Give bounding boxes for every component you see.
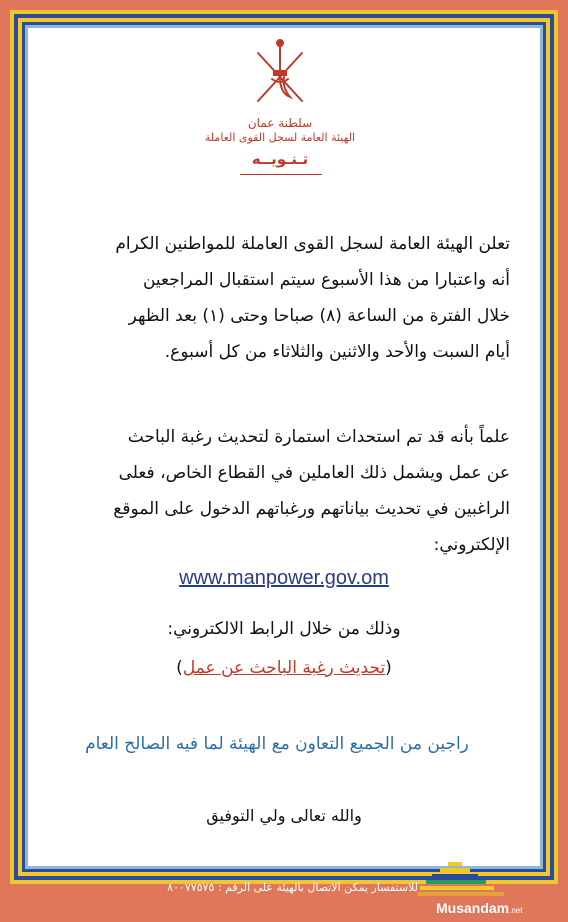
paren-open: ( <box>385 658 392 678</box>
text-line: أنه واعتبارا من هذا الأسبوع سيتم استقبال المراجعين <box>142 270 510 290</box>
text-line: خلال الفترة من الساعة (٨) صباحا وحتى (١) بعد الظهر <box>128 306 510 326</box>
paragraph-hours <box>44 226 510 370</box>
watermark-text <box>436 900 522 916</box>
musandam-logo-icon <box>418 858 538 898</box>
org-name: الهيئة العامة لسجل القوى العاملة <box>204 131 356 144</box>
text-line: الراغبين في تحديث بياناتهم ورغباتهم الدخول على الموقع <box>113 499 510 519</box>
oman-khanjar-emblem-icon <box>250 35 310 115</box>
text-line: عن عمل ويشمل ذلك العاملين في القطاع الخاص، فعلى <box>118 463 510 483</box>
hope-line: راجين من الجميع التعاون مع الهيئة لما فيه الصالح العام <box>85 734 469 754</box>
footer-inquiry: للاستفسار يمكن الاتصال بالهيئة على الرقم : ٨٠٠٧٧٥٧٥ <box>167 881 418 894</box>
watermark-name: Musandam <box>436 900 510 916</box>
watermark-suffix: .net <box>509 906 523 915</box>
text-line: أيام السبت والأحد والاثنين والثلاثاء من كل أسبوع. <box>164 342 510 362</box>
text-line: تعلن الهيئة العامة لسجل القوى العاملة للمواطنين الكرام <box>115 234 510 254</box>
text-line: علماً بأنه قد تم استحداث استمارة لتحديث رغبة الباحث <box>127 427 510 447</box>
website-link[interactable]: www.manpower.gov.om <box>179 567 389 589</box>
org-country: سلطنة عمان <box>247 116 313 130</box>
title-underline <box>240 174 322 175</box>
paragraph-form <box>44 419 510 563</box>
also-line: وذلك من خلال الرابط الالكتروني: <box>167 619 401 639</box>
notice-title: تـنـويــه <box>251 150 309 168</box>
text-line: الإلكتروني: <box>433 535 510 555</box>
paren-close: ) <box>176 658 183 678</box>
closing-line: والله تعالى ولي التوفيق <box>206 806 362 825</box>
form-link[interactable]: تحديث رغبة الباحث عن عمل <box>182 658 386 678</box>
form-link-line <box>0 658 568 678</box>
